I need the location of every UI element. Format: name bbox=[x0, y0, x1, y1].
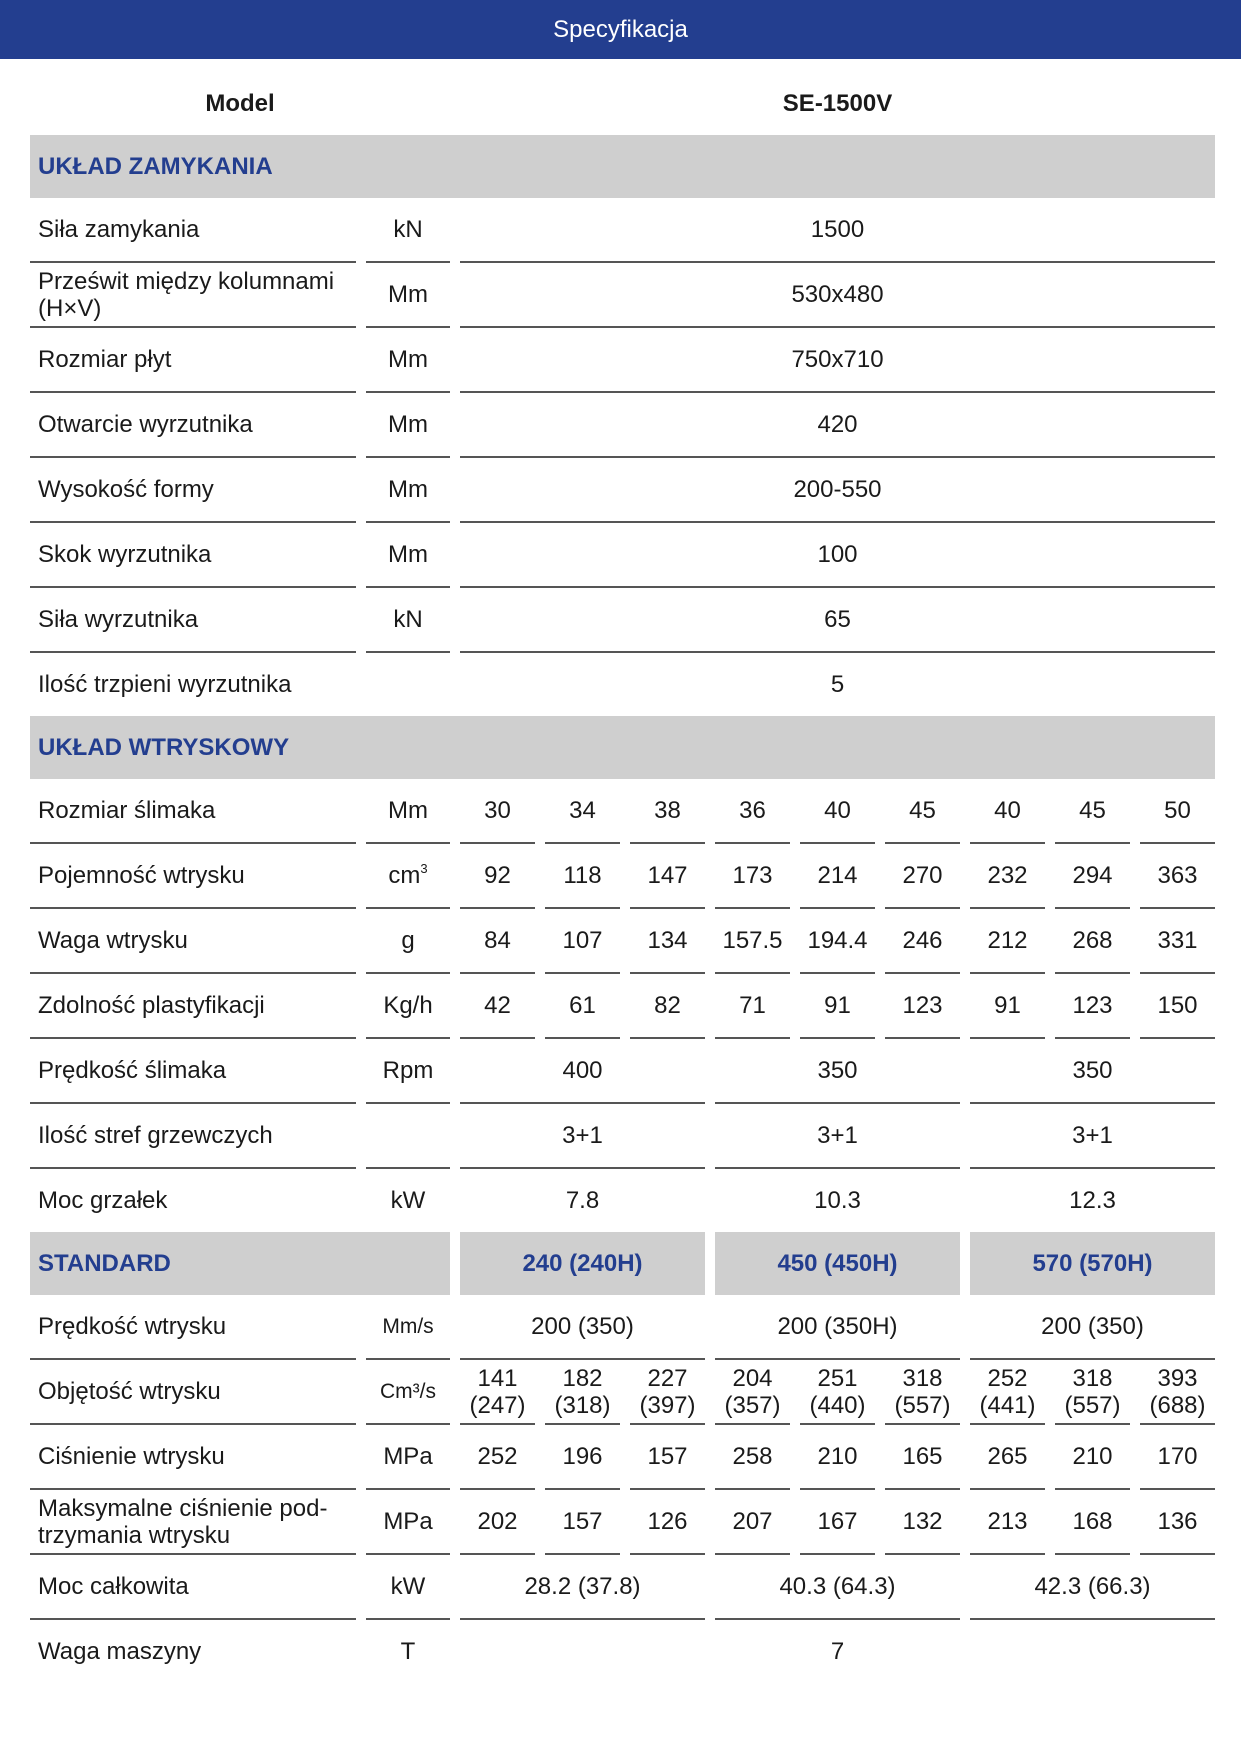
row-unit: Mm bbox=[366, 458, 450, 523]
cell: 30 bbox=[460, 779, 535, 844]
cell-line: (318) bbox=[554, 1391, 611, 1419]
row-label: Moc całkowita bbox=[30, 1555, 356, 1620]
cell: 123 bbox=[1055, 974, 1130, 1039]
row-unit: g bbox=[366, 909, 450, 974]
cell-line: 227 bbox=[647, 1364, 688, 1392]
table-row bbox=[30, 1295, 1215, 1360]
cell: 3+1 bbox=[715, 1104, 960, 1169]
cell: 157 bbox=[545, 1490, 620, 1555]
table-row bbox=[30, 1104, 1215, 1169]
cell: 12.3 bbox=[1069, 1187, 1116, 1214]
cell-line: 318 bbox=[902, 1364, 943, 1392]
cell: 210 bbox=[1055, 1425, 1130, 1490]
cell: 91 bbox=[800, 974, 875, 1039]
row-label: Siła zamykania bbox=[30, 198, 356, 263]
cell: 232 bbox=[970, 844, 1045, 909]
label-line: trzymania wtrysku bbox=[38, 1521, 231, 1549]
cell: 123 bbox=[885, 974, 960, 1039]
standard-header: 450 (450H) bbox=[715, 1232, 960, 1295]
row-value: 200-550 bbox=[460, 458, 1215, 523]
cell: 268 bbox=[1055, 909, 1130, 974]
row-unit: Mm bbox=[366, 263, 450, 328]
row-label: Zdolność plastyfikacji bbox=[30, 974, 356, 1039]
cell: 350 bbox=[715, 1039, 960, 1104]
row-label bbox=[30, 1490, 356, 1555]
cell: 350 bbox=[970, 1039, 1215, 1104]
cell-line: (357) bbox=[724, 1391, 781, 1419]
row-unit: Cm³/s bbox=[366, 1360, 450, 1425]
cell bbox=[1055, 1360, 1130, 1425]
cell: 3+1 bbox=[970, 1104, 1215, 1169]
row-label: Prędkość ślimaka bbox=[30, 1039, 356, 1104]
cell: 147 bbox=[630, 844, 705, 909]
cell-line: 204 bbox=[732, 1364, 773, 1392]
row-label: Waga maszyny bbox=[38, 1638, 202, 1665]
cell: 82 bbox=[630, 974, 705, 1039]
row-unit: kW bbox=[390, 1187, 426, 1214]
row-unit: Mm bbox=[366, 393, 450, 458]
section-title: STANDARD bbox=[30, 1232, 450, 1295]
row-label: Ilość stref grzewczych bbox=[30, 1104, 356, 1169]
row-label: Wysokość formy bbox=[30, 458, 356, 523]
cell: 157 bbox=[630, 1425, 705, 1490]
cell bbox=[545, 1360, 620, 1425]
row-unit: MPa bbox=[366, 1425, 450, 1490]
row-unit: Rpm bbox=[366, 1039, 450, 1104]
spec-table-wrapper bbox=[30, 72, 1225, 1683]
cell: 258 bbox=[715, 1425, 790, 1490]
cell: 136 bbox=[1140, 1490, 1215, 1555]
row-unit: Kg/h bbox=[366, 974, 450, 1039]
table-row bbox=[30, 588, 1215, 653]
table-row bbox=[30, 653, 1215, 716]
cell bbox=[1140, 1360, 1215, 1425]
table-row bbox=[30, 1425, 1215, 1490]
row-value: 1500 bbox=[460, 198, 1215, 263]
row-label: Pojemność wtrysku bbox=[30, 844, 356, 909]
cell: 50 bbox=[1140, 779, 1215, 844]
cell-line: (688) bbox=[1149, 1391, 1206, 1419]
cell: 71 bbox=[715, 974, 790, 1039]
row-label: Rozmiar płyt bbox=[30, 328, 356, 393]
standard-header: 240 (240H) bbox=[460, 1232, 705, 1295]
table-row bbox=[30, 393, 1215, 458]
row-label: Otwarcie wyrzutnika bbox=[30, 393, 356, 458]
cell: 200 (350H) bbox=[715, 1295, 960, 1360]
cell: 157.5 bbox=[715, 909, 790, 974]
cell: 7 bbox=[830, 1638, 845, 1665]
table-row bbox=[30, 198, 1215, 263]
cell: 3+1 bbox=[460, 1104, 705, 1169]
cell: 92 bbox=[460, 844, 535, 909]
section-title: UKŁAD WTRYSKOWY bbox=[30, 716, 1215, 779]
cell: 107 bbox=[545, 909, 620, 974]
cell: 167 bbox=[800, 1490, 875, 1555]
cell-line: 318 bbox=[1072, 1364, 1113, 1392]
cell: 118 bbox=[545, 844, 620, 909]
cell bbox=[800, 1360, 875, 1425]
row-label: Waga wtrysku bbox=[30, 909, 356, 974]
row-unit: Mm bbox=[366, 328, 450, 393]
unit-text: cm bbox=[388, 862, 421, 889]
cell: 212 bbox=[970, 909, 1045, 974]
cell: 45 bbox=[1055, 779, 1130, 844]
spec-table bbox=[20, 72, 1225, 1683]
cell: 400 bbox=[460, 1039, 705, 1104]
table-row bbox=[30, 263, 1215, 328]
cell: 270 bbox=[885, 844, 960, 909]
cell: 42.3 (66.3) bbox=[970, 1555, 1215, 1620]
cell: 40 bbox=[800, 779, 875, 844]
table-row bbox=[30, 1555, 1215, 1620]
cell: 173 bbox=[715, 844, 790, 909]
section-injection bbox=[30, 716, 1215, 779]
cell-line: 252 bbox=[987, 1364, 1028, 1392]
table-row bbox=[30, 1490, 1215, 1555]
cell: 91 bbox=[970, 974, 1045, 1039]
cell-line: (397) bbox=[639, 1391, 696, 1419]
row-unit bbox=[366, 844, 450, 909]
cell: 45 bbox=[885, 779, 960, 844]
cell-line: (557) bbox=[894, 1391, 951, 1419]
cell: 196 bbox=[545, 1425, 620, 1490]
cell: 200 (350) bbox=[970, 1295, 1215, 1360]
cell-line: 251 bbox=[817, 1364, 858, 1392]
row-label: Objętość wtrysku bbox=[30, 1360, 356, 1425]
row-value: 420 bbox=[460, 393, 1215, 458]
model-row bbox=[30, 72, 1215, 135]
cell: 363 bbox=[1140, 844, 1215, 909]
row-unit: kN bbox=[366, 588, 450, 653]
cell: 168 bbox=[1055, 1490, 1130, 1555]
cell: 202 bbox=[460, 1490, 535, 1555]
row-label: Prędkość wtrysku bbox=[30, 1295, 356, 1360]
row-value: 65 bbox=[460, 588, 1215, 653]
row-unit: Mm bbox=[366, 779, 450, 844]
cell: 200 (350) bbox=[460, 1295, 705, 1360]
model-value: SE-1500V bbox=[782, 90, 893, 117]
cell-line: (247) bbox=[469, 1391, 526, 1419]
row-value: 750x710 bbox=[460, 328, 1215, 393]
cell bbox=[460, 1360, 535, 1425]
cell: 165 bbox=[885, 1425, 960, 1490]
cell: 294 bbox=[1055, 844, 1130, 909]
cell-line: 141 bbox=[477, 1364, 518, 1392]
cell: 331 bbox=[1140, 909, 1215, 974]
cell: 84 bbox=[460, 909, 535, 974]
cell: 246 bbox=[885, 909, 960, 974]
table-row bbox=[30, 1620, 1215, 1683]
cell: 36 bbox=[715, 779, 790, 844]
table-row bbox=[30, 844, 1215, 909]
row-unit: T bbox=[400, 1638, 416, 1665]
row-value: 5 bbox=[830, 671, 845, 698]
cell-line: (441) bbox=[979, 1391, 1036, 1419]
page-title: Specyfikacja bbox=[553, 15, 688, 43]
cell: 214 bbox=[800, 844, 875, 909]
cell: 40 bbox=[970, 779, 1045, 844]
row-unit: Mm/s bbox=[366, 1295, 450, 1360]
cell: 134 bbox=[630, 909, 705, 974]
row-unit: Mm bbox=[366, 523, 450, 588]
row-label: Ciśnienie wtrysku bbox=[30, 1425, 356, 1490]
cell: 210 bbox=[800, 1425, 875, 1490]
row-value: 100 bbox=[460, 523, 1215, 588]
model-label: Model bbox=[205, 90, 275, 117]
cell bbox=[970, 1360, 1045, 1425]
cell: 170 bbox=[1140, 1425, 1215, 1490]
cell: 265 bbox=[970, 1425, 1045, 1490]
label-line: Maksymalne ciśnienie pod- bbox=[38, 1494, 328, 1522]
row-label: Skok wyrzutnika bbox=[30, 523, 356, 588]
cell: 28.2 (37.8) bbox=[460, 1555, 705, 1620]
row-label: Ilość trzpieni wyrzutnika bbox=[38, 671, 292, 698]
cell-line: 182 bbox=[562, 1364, 603, 1392]
section-standard bbox=[30, 1232, 1215, 1295]
page-header bbox=[0, 0, 1241, 59]
row-label: Rozmiar ślimaka bbox=[30, 779, 356, 844]
cell bbox=[630, 1360, 705, 1425]
cell: 213 bbox=[970, 1490, 1045, 1555]
cell bbox=[885, 1360, 960, 1425]
table-row bbox=[30, 328, 1215, 393]
table-row bbox=[30, 1360, 1215, 1425]
cell bbox=[715, 1360, 790, 1425]
row-value: 530x480 bbox=[460, 263, 1215, 328]
cell: 150 bbox=[1140, 974, 1215, 1039]
cell: 7.8 bbox=[565, 1187, 600, 1214]
cell: 252 bbox=[460, 1425, 535, 1490]
cell: 132 bbox=[885, 1490, 960, 1555]
cell: 10.3 bbox=[814, 1187, 861, 1214]
row-unit bbox=[366, 653, 450, 716]
row-label: Prześwit między kolumnami (H×V) bbox=[30, 263, 356, 328]
table-row bbox=[30, 909, 1215, 974]
cell: 207 bbox=[715, 1490, 790, 1555]
table-row bbox=[30, 779, 1215, 844]
cell-line: (557) bbox=[1064, 1391, 1121, 1419]
table-row bbox=[30, 523, 1215, 588]
cell: 34 bbox=[545, 779, 620, 844]
table-row bbox=[30, 974, 1215, 1039]
table-row bbox=[30, 1039, 1215, 1104]
cell: 38 bbox=[630, 779, 705, 844]
cell-line: 393 bbox=[1157, 1364, 1198, 1392]
section-clamping bbox=[30, 135, 1215, 198]
row-unit: kW bbox=[366, 1555, 450, 1620]
cell: 126 bbox=[630, 1490, 705, 1555]
unit-superscript: 3 bbox=[420, 861, 428, 876]
cell: 194.4 bbox=[800, 909, 875, 974]
row-label: Siła wyrzutnika bbox=[30, 588, 356, 653]
row-label: Moc grzałek bbox=[38, 1187, 168, 1214]
cell: 40.3 (64.3) bbox=[715, 1555, 960, 1620]
row-unit: MPa bbox=[366, 1490, 450, 1555]
cell-line: (440) bbox=[809, 1391, 866, 1419]
cell: 42 bbox=[460, 974, 535, 1039]
section-title: UKŁAD ZAMYKANIA bbox=[30, 135, 1215, 198]
standard-header: 570 (570H) bbox=[970, 1232, 1215, 1295]
table-row bbox=[30, 458, 1215, 523]
cell: 61 bbox=[545, 974, 620, 1039]
row-unit: kN bbox=[366, 198, 450, 263]
row-unit bbox=[366, 1104, 450, 1169]
table-row bbox=[30, 1169, 1215, 1232]
